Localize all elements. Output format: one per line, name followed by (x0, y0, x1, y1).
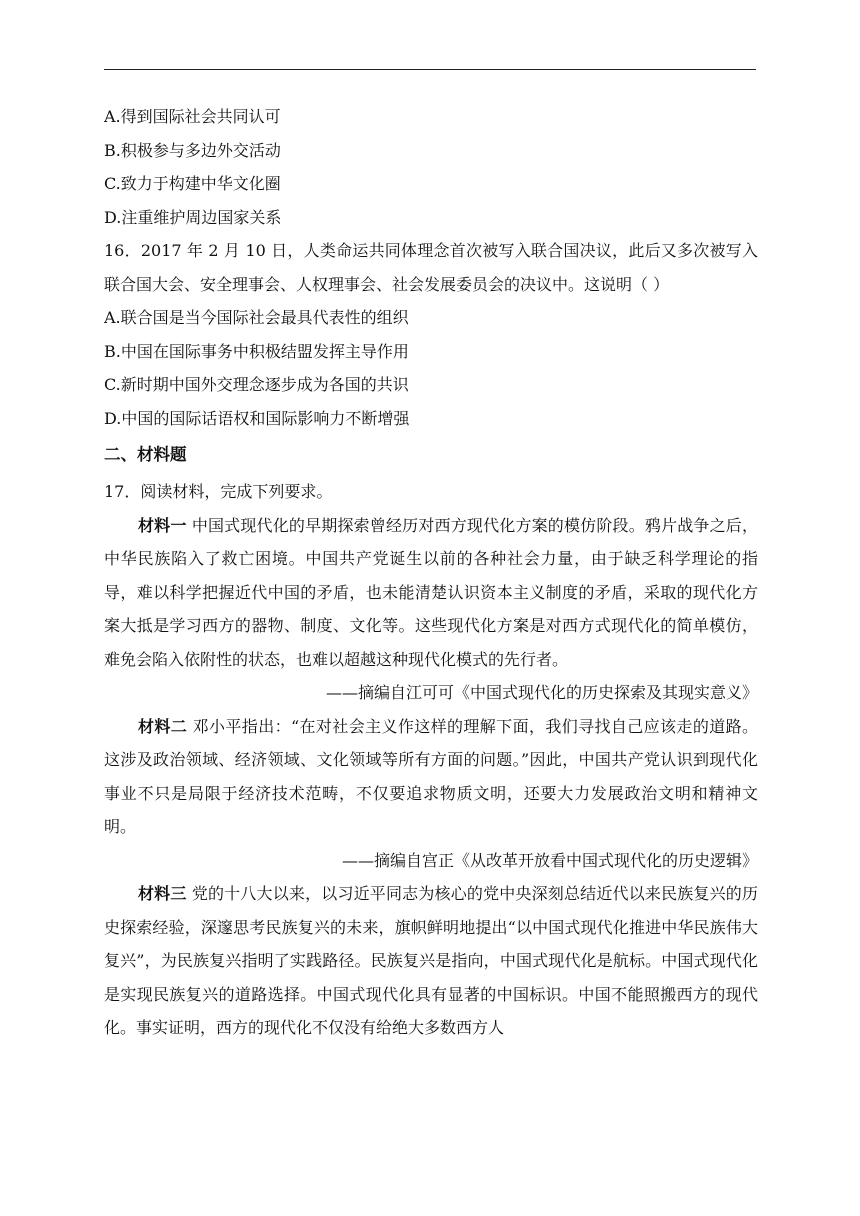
material-2-text: 邓小平指出：“在对社会主义作这样的理解下面，我们寻找自己应该走的道路。这涉及政治领域、经济领域、文化领域等所有方面的问题。”因此，中国共产党认识到现代化事业不只是局限于经济技术范畴，不仅要追求物质文明，还要大力发展政治文明和精神文明。 (104, 716, 758, 836)
q15-option-b: B.积极参与多边外交活动 (104, 140, 281, 160)
q15-option-a: A.得到国际社会共同认可 (104, 107, 281, 126)
q16-stem: 16．2017 年 2 月 10 日，人类命运共同体理念首次被写入联合国决议，此后又多次被写入联合国大会、安全理事会、人权理事会、社会发展委员会的决议中。这说明（ ） (104, 241, 758, 294)
material-3-text: 党的十八大以来，以习近平同志为核心的党中央深刻总结近代以来民族复兴的历史探索经验，深邃思考民族复兴的未来，旗帜鲜明地提出“以中国式现代化推进中华民族伟大复兴”，为民族复兴指明了实践路径。民族复兴是指向，中国式现代化是航标。中国式现代化是实现民族复兴的道路选择。中国式现代化具有显著的中国标识。中国不能照搬西方的现代化。事实证明，西方的现代化不仅没有给绝大多数西方人 (104, 884, 758, 1037)
q15-option-d: D.注重维护周边国家关系 (104, 207, 282, 227)
q16-option-c: C.新时期中国外交理念逐步成为各国的共识 (104, 375, 409, 394)
material-1-label: 材料一 (138, 515, 187, 535)
material-3 (104, 877, 758, 1045)
page-content (104, 100, 758, 1045)
material-1-text: 中国式现代化的早期探索曾经历对西方现代化方案的模仿阶段。鸦片战争之后，中华民族陷入了救亡困境。中国共产党诞生以前的各种社会力量，由于缺乏科学理论的指导，难以科学把握近代中国的矛盾，也未能清楚认识资本主义制度的矛盾，采取的现代化方案大抵是学习西方的器物、制度、文化等。这些现代化方案是对西方式现代化的简单模仿，难免会陷入依附性的状态，也难以超越这种现代化模式的先行者。 (104, 515, 758, 669)
material-3-label: 材料三 (138, 884, 187, 903)
material-2-source: ——摘编自宫正《从改革开放看中国式现代化的历史逻辑》 (341, 850, 758, 870)
q17-stem: 17．阅读材料，完成下列要求。 (104, 482, 333, 501)
q15-option-c: C.致力于构建中华文化圈 (104, 174, 281, 193)
section-heading-materials: 二、材料题 (104, 445, 187, 464)
material-2 (104, 710, 758, 844)
q16-option-a: A.联合国是当今国际社会最具代表性的组织 (104, 308, 409, 327)
material-2-label: 材料二 (138, 716, 188, 736)
header-rule (104, 69, 756, 70)
material-1-source: ——摘编自江可可《中国式现代化的历史探索及其现实意义》 (325, 683, 758, 702)
q16-option-b: B.中国在国际事务中积极结盟发挥主导作用 (104, 341, 409, 361)
material-1 (104, 509, 758, 677)
q16-option-d: D.中国的国际话语权和国际影响力不断增强 (104, 408, 410, 428)
